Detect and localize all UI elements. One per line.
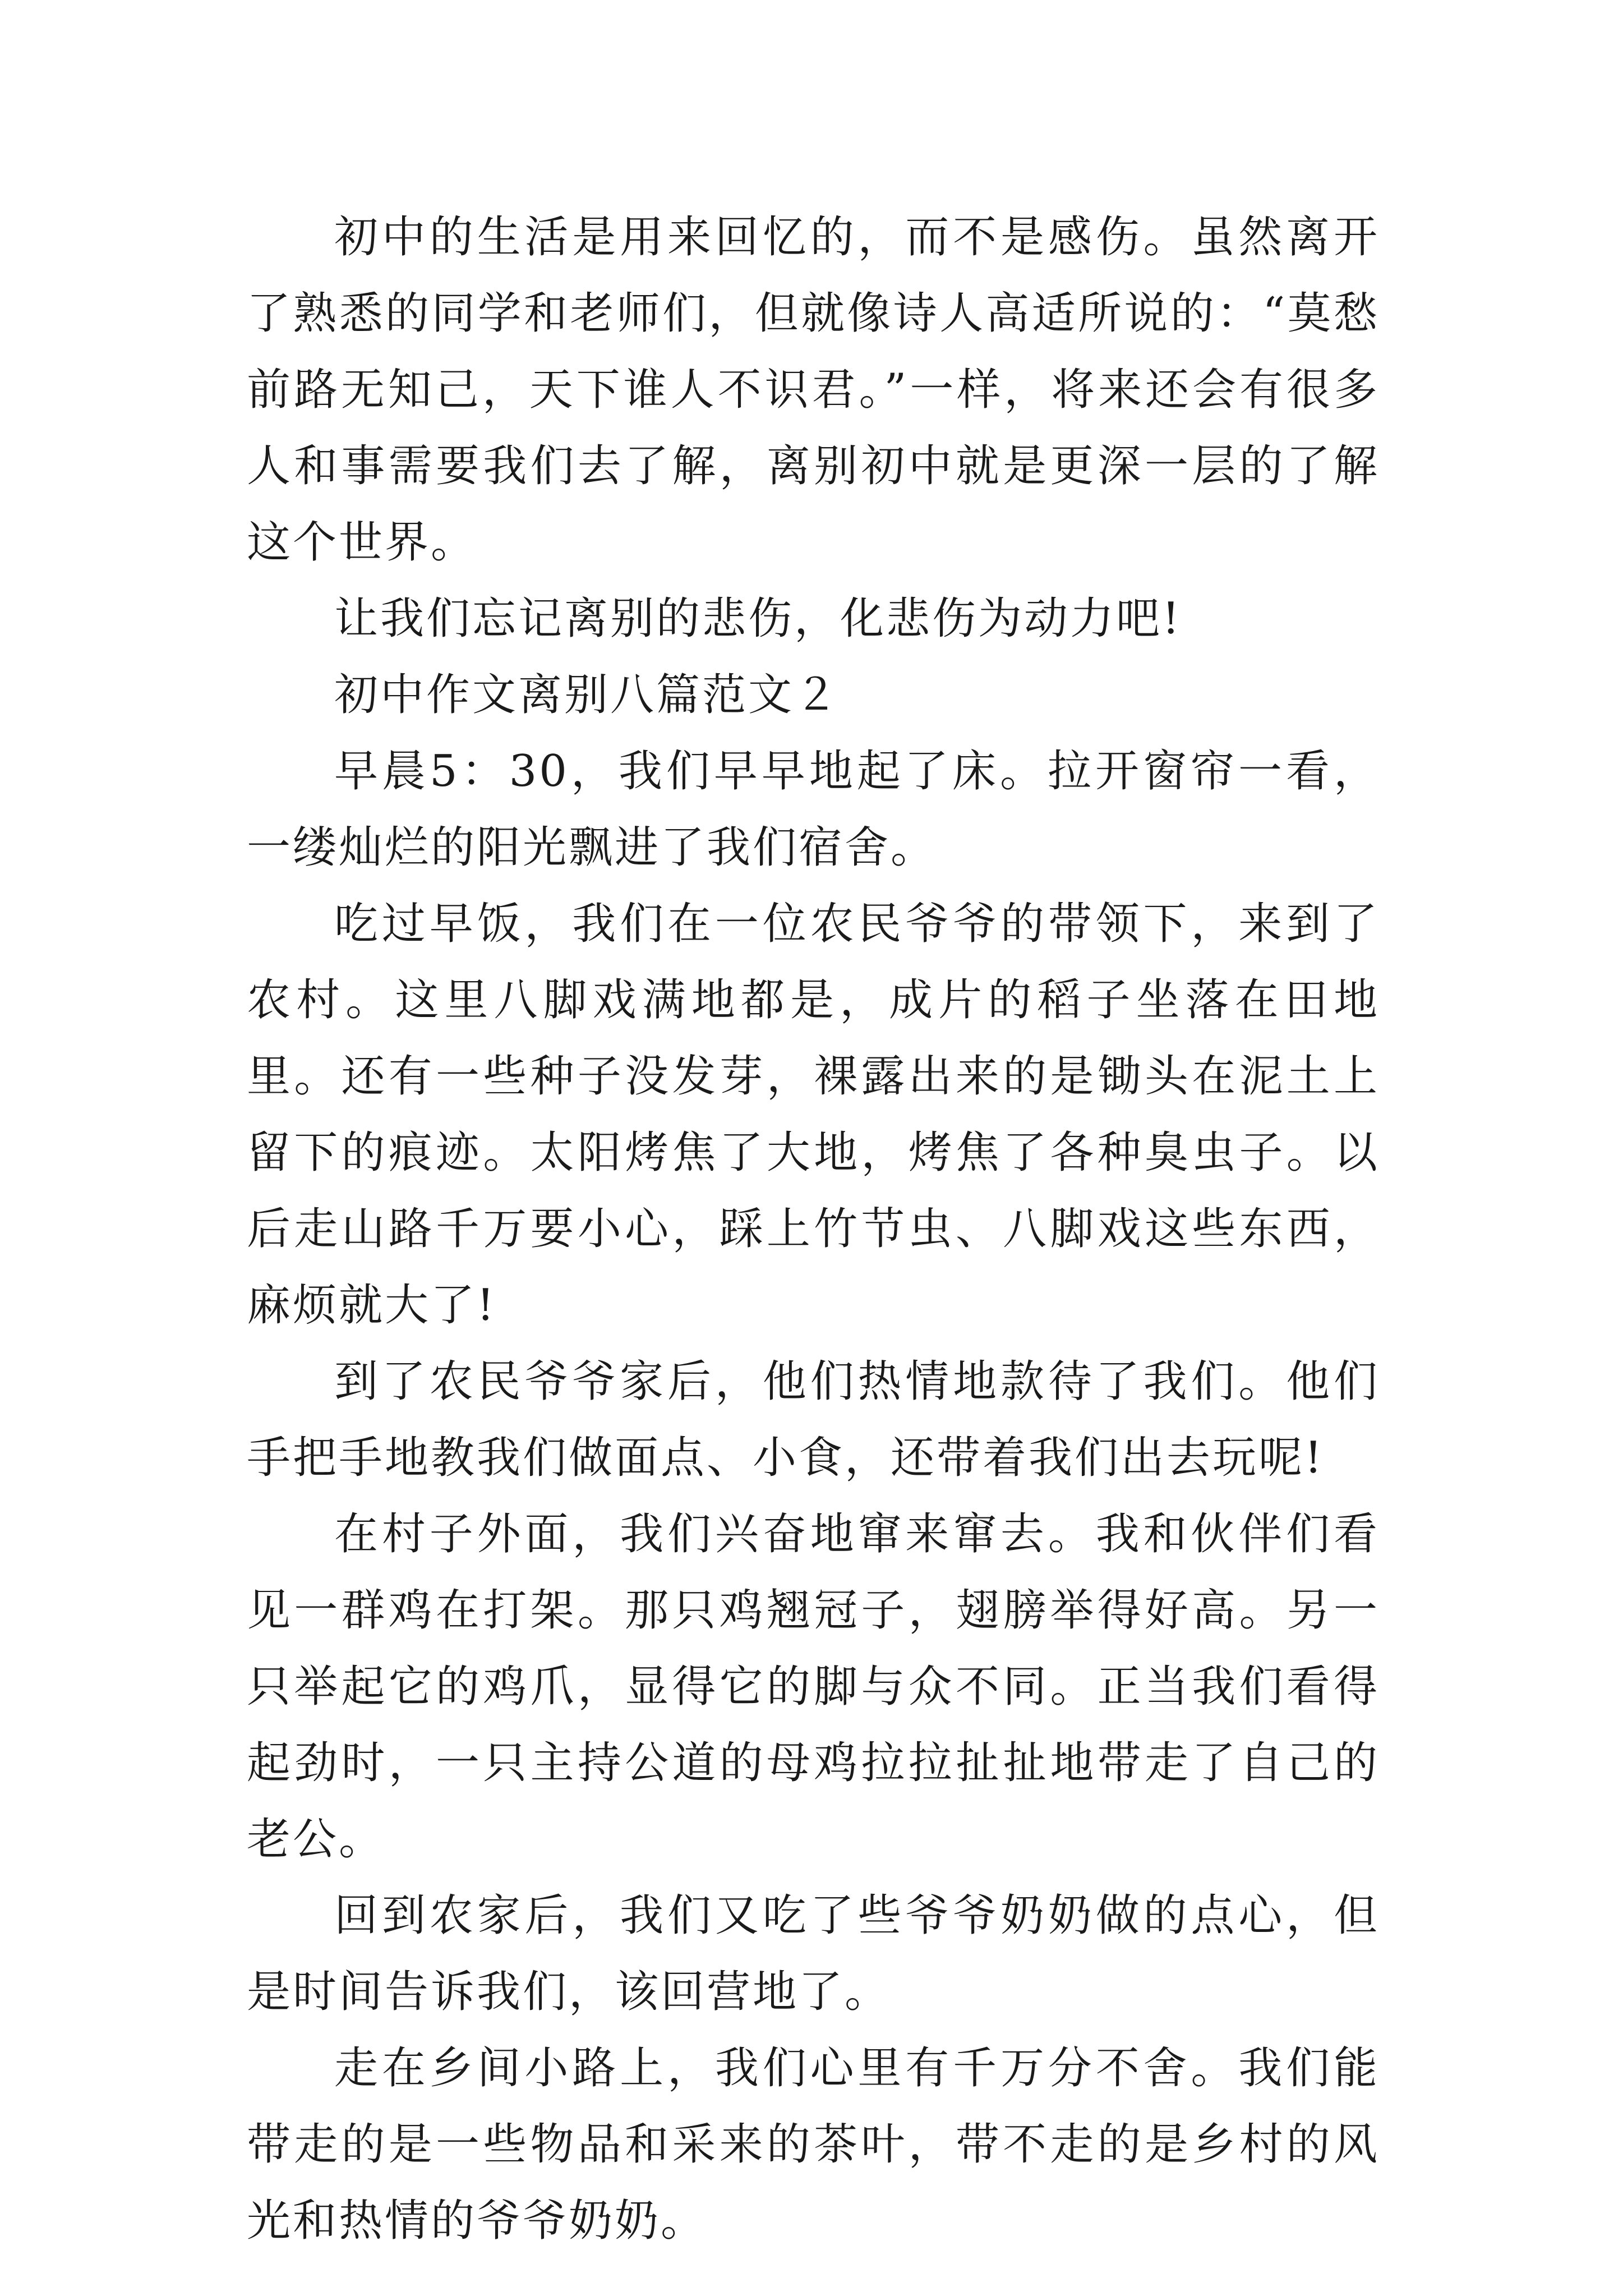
paragraph: 吃过早饭，我们在一位农民爷爷的带领下，来到了农村。这里八脚戏满地都是，成片的稻子坐落在田地里。还有一些种子没发芽，裸露出来的是锄头在泥土上留下的痕迹。太阳烤焦了大地，烤焦了各种臭虫子。以后走山路千万要小心，踩上竹节虫、八脚戏这些东西，麻烦就大了! (247, 899, 1380, 1331)
document-body (247, 199, 1380, 2259)
paragraph: 让我们忘记离别的悲伤，化悲伤为动力吧! (334, 593, 1182, 644)
paragraph: 到了农民爷爷家后，他们热情地款待了我们。他们手把手地教我们做面点、小食，还带着我们出去玩呢! (247, 1356, 1380, 1483)
paragraph: 早晨5：30，我们早早地起了床。拉开窗帘一看，一缕灿烂的阳光飘进了我们宿舍。 (247, 746, 1380, 873)
paragraph: 在村子外面，我们兴奋地窜来窜去。我和伙伴们看见一群鸡在打架。那只鸡翘冠子，翅膀举得好高。另一只举起它的鸡爪，显得它的脚与众不同。正当我们看得起劲时，一只主持公道的母鸡拉拉扯扯地带走了自己的老公。 (247, 1509, 1380, 1865)
section-heading: 初中作文离别八篇范文２ (334, 670, 841, 720)
paragraph: 初中的生活是用来回忆的，而不是感伤。虽然离开了熟悉的同学和老师们，但就像诗人高适所说的：“莫愁前路无知己，天下谁人不识君。”一样，将来还会有很多人和事需要我们去了解，离别初中就是更深一层的了解这个世界。 (247, 212, 1380, 568)
paragraph: 走在乡间小路上，我们心里有千万分不舍。我们能带走的是一些物品和采来的茶叶，带不走的是乡村的风光和热情的爷爷奶奶。 (247, 2043, 1380, 2246)
paragraph: 回到农家后，我们又吃了些爷爷奶奶做的点心，但是时间告诉我们，该回营地了。 (247, 1890, 1380, 2017)
